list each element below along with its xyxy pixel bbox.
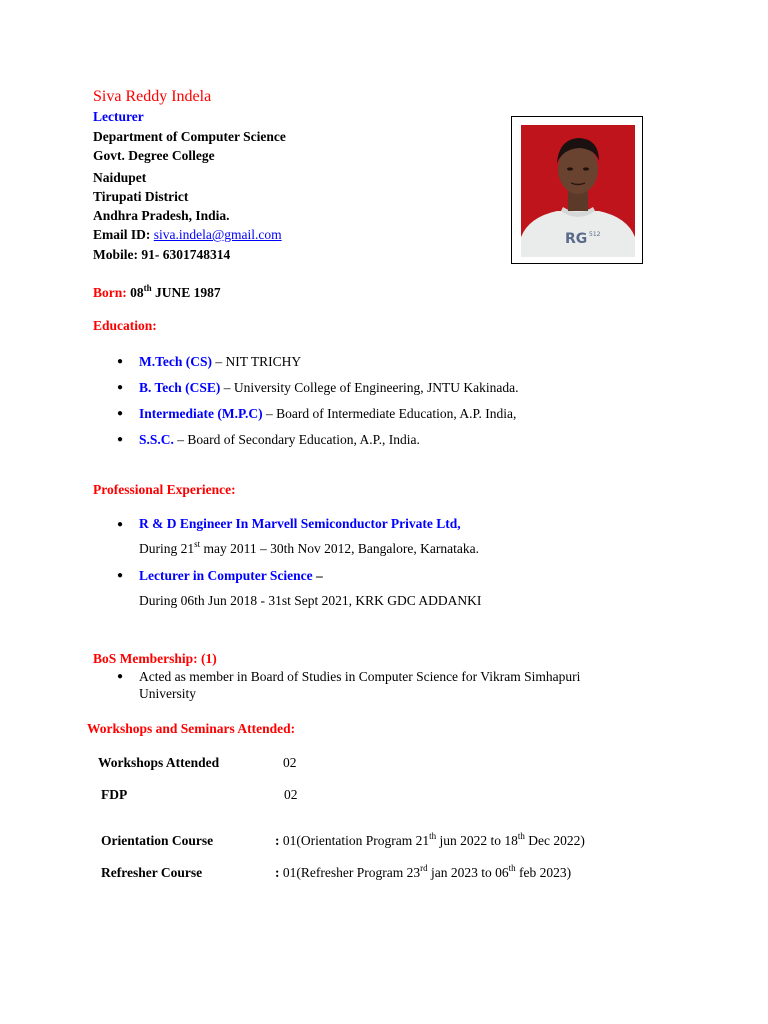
experience-title: Lecturer in Computer Science –	[139, 568, 323, 583]
education-item: M.Tech (CS) – NIT TRICHY	[139, 354, 302, 369]
bos-line-2: University	[139, 686, 196, 701]
bos-heading: BoS Membership: (1)	[93, 651, 217, 666]
fdp-label: FDP	[101, 787, 128, 802]
workshops-attended-label: Workshops Attended	[98, 755, 220, 770]
born-rest: JUNE 1987	[155, 285, 221, 300]
profile-photo	[521, 125, 635, 257]
email-row	[93, 227, 282, 243]
designation: Lecturer	[93, 109, 144, 124]
bullet-icon: ●	[117, 434, 124, 445]
experience-heading: Professional Experience:	[93, 482, 236, 497]
orientation-label: Orientation Course	[101, 833, 214, 848]
orientation-value: : 01(Orientation Program 21th jun 2022 to 18th Dec 2022)	[275, 830, 585, 848]
workshops-heading: Workshops and Seminars Attended:	[87, 721, 296, 736]
refresher-value: : 01(Refresher Program 23rd jan 2023 to 06th feb 2023)	[275, 862, 572, 880]
workshops-attended-value: 02	[283, 755, 297, 770]
svg-text:512: 512	[589, 231, 601, 238]
address-line-5: Andhra Pradesh, India.	[93, 208, 230, 223]
email-label: Email ID:	[93, 227, 151, 242]
photo-frame	[511, 116, 643, 264]
email-link[interactable]: siva.indela@gmail.com	[153, 227, 282, 242]
fdp-value: 02	[284, 787, 298, 802]
address-line-3: Naidupet	[93, 170, 147, 185]
born-row: Born: 08th JUNE 1987	[93, 282, 221, 300]
bullet-icon: ●	[117, 671, 124, 682]
bullet-icon: ●	[117, 519, 124, 530]
address-line-1: Department of Computer Science	[93, 129, 286, 144]
experience-duration: During 06th Jun 2018 - 31st Sept 2021, KRK GDC ADDANKI	[139, 593, 482, 608]
bos-line-1: Acted as member in Board of Studies in Computer Science for Vikram Simhapuri	[139, 669, 581, 684]
education-item: Intermediate (M.P.C) – Board of Intermediate Education, A.P. India,	[139, 406, 517, 421]
bullet-icon: ●	[117, 356, 124, 367]
address-line-2: Govt. Degree College	[93, 148, 215, 163]
person-illustration	[521, 125, 635, 257]
education-item: B. Tech (CSE) – University College of Engineering, JNTU Kakinada.	[139, 380, 519, 395]
refresher-label: Refresher Course	[101, 865, 203, 880]
address-line-4: Tirupati District	[93, 189, 189, 204]
experience-title: R & D Engineer In Marvell Semiconductor Private Ltd,	[139, 516, 461, 531]
bullet-icon: ●	[117, 408, 124, 419]
shirt-print: RG	[565, 231, 588, 247]
education-heading: Education:	[93, 318, 157, 333]
bullet-icon: ●	[117, 382, 124, 393]
person-name: Siva Reddy Indela	[93, 88, 212, 105]
education-item: S.S.C. – Board of Secondary Education, A.P., India.	[139, 432, 420, 447]
bullet-icon: ●	[117, 570, 124, 581]
born-label: Born:	[93, 285, 127, 300]
mobile: Mobile: 91- 6301748314	[93, 247, 231, 262]
born-day: 08	[130, 285, 144, 300]
experience-duration: During 21st may 2011 – 30th Nov 2012, Bangalore, Karnataka.	[139, 538, 479, 556]
